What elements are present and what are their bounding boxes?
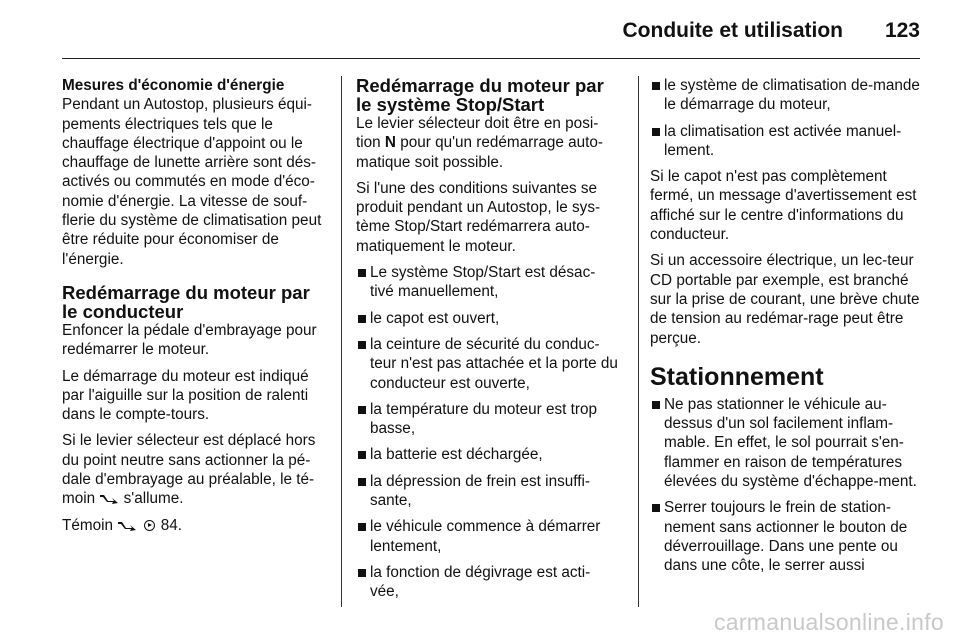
list-item [650, 76, 922, 115]
list-item-text: le système de climatisation de-mande le démarrage du moteur, [664, 77, 920, 114]
paragraph-voltage-drop: Si un accessoire électrique, un lec-teur CD portable par exemple, est branché sur la prise de courant, une brève chute de tension au redémar-rage peut être perçue. [650, 252, 920, 347]
indicator-label: Témoin [62, 516, 114, 534]
bullet-icon [358, 269, 366, 277]
bullet-icon [358, 569, 366, 577]
bullet-icon [358, 523, 366, 531]
autostop-indicator-icon [117, 520, 137, 532]
list-item-text: la ceinture de sécurité du conduc-teur n'est pas attachée et la porte du conducteur est ouverte, [370, 335, 618, 392]
bullet-icon [358, 315, 366, 323]
paragraph-conditions-intro: Si l'une des conditions suivantes se produit pendant un Autostop, le sys-tème Stop/Start redémarrera auto-matiquement le moteur. [356, 179, 601, 255]
conditions-list [356, 263, 618, 601]
list-item-text: Ne pas stationner le véhicule au-dessus d'un sol facilement inflam-mable. En effet, le sol pourrait s'en-flammer en raison de températures élevées du système d'échappe-ment. [664, 395, 917, 491]
list-item-text: la dépression de frein est insuffi-sante, [370, 472, 590, 510]
list-item [356, 445, 618, 464]
list-item [650, 498, 922, 575]
list-item-text: Serrer toujours le frein de station-nement sans actionner le bouton de déverrouillage. Dans une pente ou dans une côte, le serrer aussi [664, 499, 908, 575]
watermark: carmanualsonline.info [713, 609, 944, 635]
column-1 [62, 76, 327, 542]
list-item [356, 309, 618, 328]
bullet-icon [358, 406, 366, 414]
conditions-list-continued [650, 76, 922, 160]
paragraph-clutch: Enfoncer la pédale d'embrayage pour redémarrer le moteur. [62, 321, 317, 359]
selector-position-n: N [384, 134, 396, 152]
section-heading-parking: Stationnement [650, 362, 824, 391]
list-item [356, 400, 618, 439]
bullet-icon [652, 504, 660, 512]
list-item-text: la fonction de dégivrage est acti-vée, [370, 563, 591, 601]
column-divider-1 [341, 76, 342, 607]
page-reference-arrow-icon[interactable] [144, 520, 155, 531]
page-reference-number[interactable]: 84. [160, 516, 183, 534]
section-heading-energy-saving: Mesures d'économie d'énergie [62, 77, 285, 94]
header-divider [62, 58, 920, 59]
bullet-icon [358, 478, 366, 486]
paragraph-hood-warning: Si le capot n'est pas complètement fermé, un message d'avertissement est affiché sur le centre d'informations du conducteur. [650, 168, 917, 244]
list-item [356, 263, 618, 302]
page-header [0, 0, 960, 64]
column-3 [650, 76, 922, 583]
column-2 [356, 76, 618, 609]
paragraph-indicator-reference [62, 516, 327, 535]
autostop-indicator-icon [99, 493, 119, 505]
page-number: 123 [884, 19, 920, 42]
bullet-icon [652, 401, 660, 409]
paragraph-energy-saving: Pendant un Autostop, plusieurs équi-pements électriques tels que le chauffage électrique d'appoint ou le chauffage de lunette arrière sont dés-activés ou commutés en mode d'éco-nomie d'énergie. La vitesse de souf-flerie du système de climatisation peut être réduite pour économiser de l'énergie. [62, 96, 322, 268]
selector-position-text: Le levier sélecteur doit être en posi-tion [356, 115, 599, 152]
list-item [650, 122, 922, 161]
bullet-icon [652, 128, 660, 136]
list-item-text: la batterie est déchargée, [370, 446, 543, 464]
list-item-text: Le système Stop/Start est désac-tivé manuellement, [370, 264, 596, 301]
list-item [356, 563, 618, 602]
parking-list [650, 395, 922, 576]
list-item [356, 472, 618, 511]
list-item-text: le capot est ouvert, [370, 309, 500, 327]
list-item [356, 517, 618, 556]
list-item [650, 395, 922, 491]
list-item [356, 335, 618, 393]
paragraph-selector-position [356, 114, 618, 172]
column-divider-2 [638, 76, 639, 607]
list-item-text: la température du moteur est trop basse, [370, 400, 598, 438]
bullet-icon [358, 451, 366, 459]
bullet-icon [358, 341, 366, 349]
paragraph-tachometer: Le démarrage du moteur est indiqué par l'aiguille sur la position de ralenti dans le compte-tours. [62, 367, 309, 424]
section-heading-system-restart: Redémarrage du moteur par le système Stop/Start [356, 75, 604, 115]
list-item-text: le véhicule commence à démarrer lentement, [370, 518, 601, 555]
selector-position-text-end: pour qu'un redémarrage auto-matique soit possible. [356, 134, 603, 171]
section-heading-driver-restart: Redémarrage du moteur par le conducteur [62, 281, 310, 322]
paragraph-selector-lever-end: s'allume. [123, 490, 184, 508]
paragraph-selector-lever [62, 431, 327, 508]
page-header-title: Conduite et utilisation [622, 19, 843, 42]
list-item-text: la climatisation est activée manuel-lement. [664, 122, 902, 159]
bullet-icon [652, 82, 660, 90]
paragraph-selector-lever-text: Si le levier sélecteur est déplacé hors du point neutre sans actionner la pé-dale d'embrayage au préalable, le té-moin [62, 432, 316, 508]
